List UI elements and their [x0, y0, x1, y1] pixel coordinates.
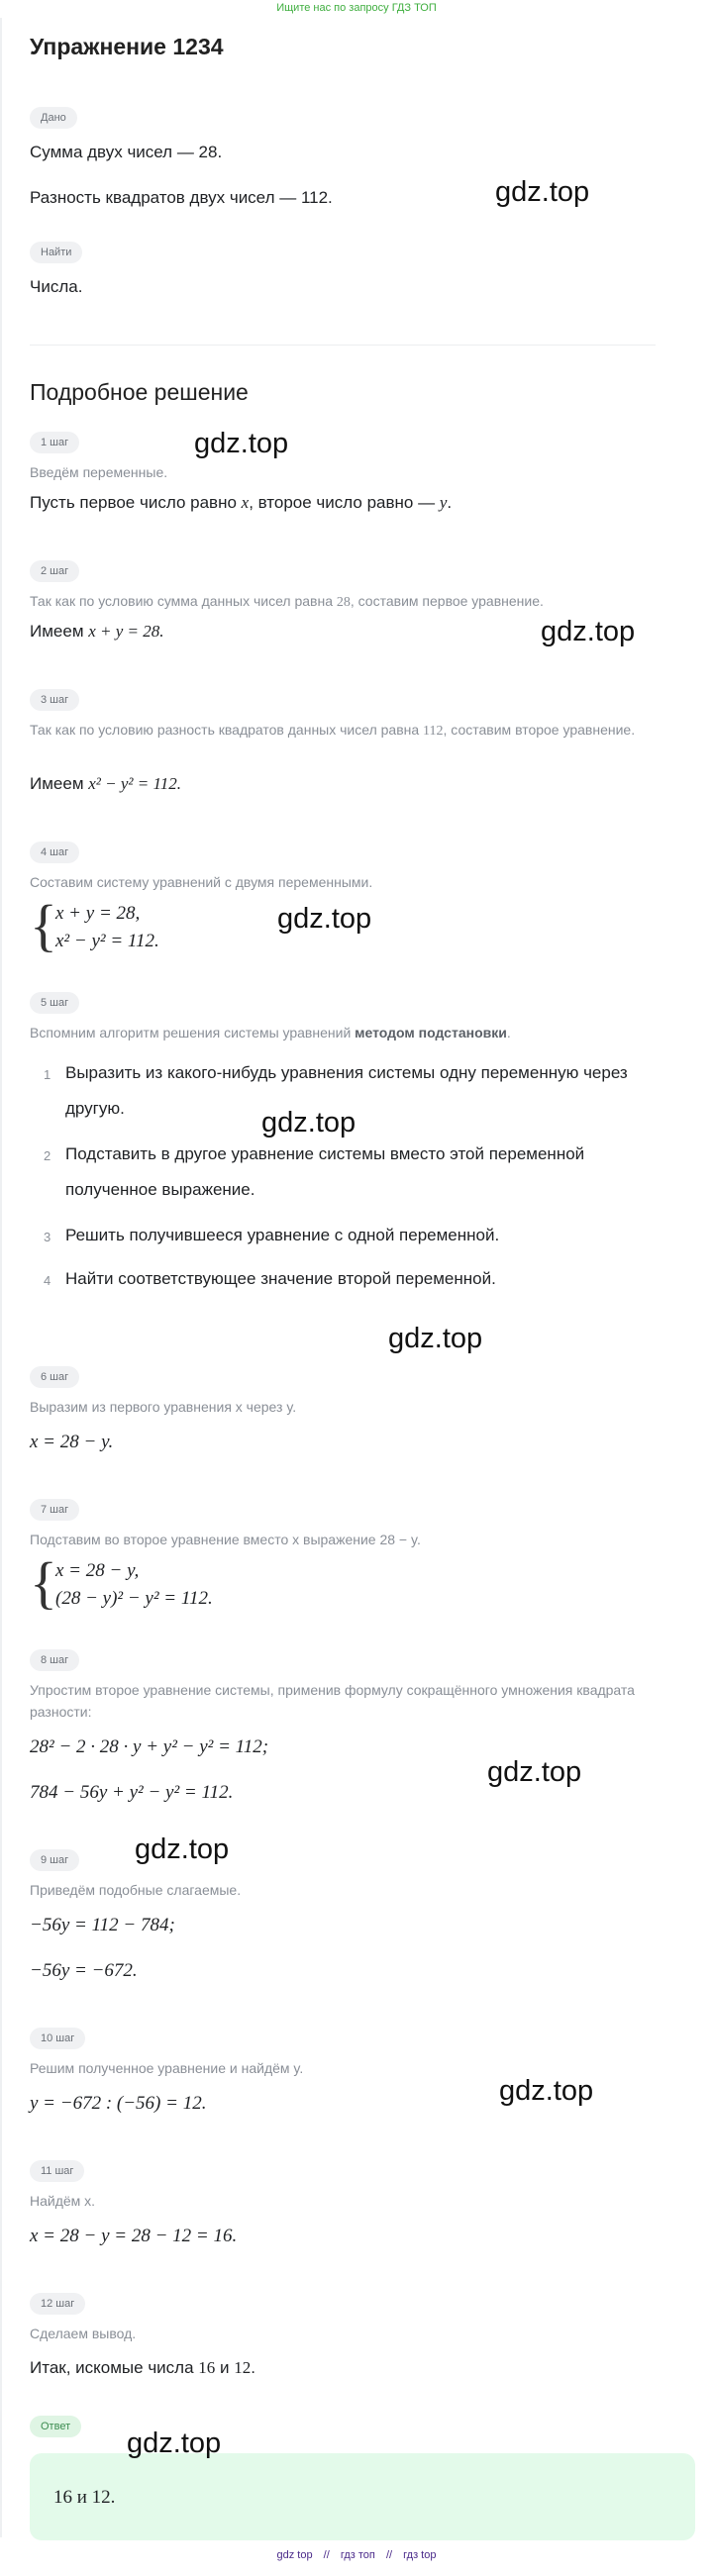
given-line-1: Сумма двух чисел — 28.	[30, 143, 223, 161]
step-6-label: 6 шаг	[30, 1366, 79, 1388]
step-8-formula-2: 784 − 56y + y² − y² = 112.	[30, 1782, 234, 1803]
step-8-note: Упростим второе уравнение системы, применив формулу сокращённого умножения квадрата разности:	[30, 1682, 635, 1720]
algo-item-2: Подставить в другое уравнение системы вместо этой переменной полученное выражение.	[65, 1144, 585, 1199]
watermark: gdz.top	[487, 1756, 582, 1788]
step-12-label: 12 шаг	[30, 2293, 85, 2315]
step-3-label: 3 шаг	[30, 689, 79, 711]
watermark: gdz.top	[135, 1833, 230, 1865]
step-1-label: 1 шаг	[30, 432, 79, 453]
footer-sep-1: //	[323, 2549, 330, 2561]
step-8-formula-1: 28² − 2 · 28 · y + y² − y² = 112;	[30, 1736, 269, 1757]
step-10-note: Решим полученное уравнение и найдём y.	[30, 2060, 304, 2076]
page-title: Упражнение 1234	[30, 34, 224, 59]
step-9-formula-2: −56y = −672.	[30, 1960, 138, 1981]
given-label: Дано	[30, 107, 77, 129]
find-label: Найти	[30, 242, 82, 263]
find-text: Числа.	[30, 277, 83, 296]
footer-links	[0, 2549, 713, 2561]
step-5-label: 5 шаг	[30, 992, 79, 1014]
step-6-formula: x = 28 − y.	[30, 1432, 114, 1452]
watermark: gdz.top	[541, 616, 636, 647]
step-12-note: Сделаем вывод.	[30, 2326, 137, 2341]
footer-link-1[interactable]: gdz top	[276, 2549, 313, 2561]
algo-num-4: 4	[44, 1273, 51, 1288]
step-2-text: Имеем x + y = 28.	[30, 622, 164, 641]
algo-item-3: Решить получившееся уравнение с одной переменной.	[65, 1226, 500, 1244]
algo-item-1: Выразить из какого-нибудь уравнения системы одну переменную через другую.	[65, 1063, 628, 1118]
watermark: gdz.top	[194, 428, 289, 459]
step-9-label: 9 шаг	[30, 1849, 79, 1871]
footer-link-3[interactable]: гдз top	[403, 2549, 437, 2561]
step-7-note: Подставим во второе уравнение вместо x выражение 28 − y.	[30, 1532, 421, 1547]
step-2-note: Так как по условию сумма данных чисел равна 28, составим первое уравнение.	[30, 593, 544, 610]
step-6-note: Выразим из первого уравнения x через y.	[30, 1399, 297, 1415]
step-10-label: 10 шаг	[30, 2028, 85, 2049]
step-8-label: 8 шаг	[30, 1649, 79, 1671]
step-12-text: Итак, искомые числа 16 и 12.	[30, 2358, 255, 2377]
watermark: gdz.top	[261, 1107, 356, 1139]
given-line-2: Разность квадратов двух чисел — 112.	[30, 188, 333, 207]
watermark: gdz.top	[127, 2427, 222, 2459]
algo-num-2: 2	[44, 1148, 51, 1163]
watermark: gdz.top	[495, 176, 590, 208]
step-1-text: Пусть первое число равно x, второе число равно — y.	[30, 493, 453, 512]
step-10-formula: y = −672 : (−56) = 12.	[30, 2093, 207, 2114]
step-7-label: 7 шаг	[30, 1499, 79, 1521]
step-9-formula-1: −56y = 112 − 784;	[30, 1915, 175, 1935]
solution-title: Подробное решение	[30, 379, 249, 405]
step-3-text: Имеем x² − y² = 112.	[30, 774, 181, 793]
watermark: gdz.top	[388, 1323, 483, 1354]
footer-link-2[interactable]: гдз топ	[340, 2549, 375, 2561]
algo-num-1: 1	[44, 1067, 51, 1082]
section-divider	[30, 345, 656, 346]
step-4-note: Составим систему уравнений с двумя переменными.	[30, 874, 373, 890]
watermark: gdz.top	[499, 2075, 594, 2107]
watermark: gdz.top	[277, 903, 372, 935]
top-banner[interactable]: Ищите нас по запросу ГДЗ ТОП	[276, 2, 437, 14]
footer-sep-2: //	[385, 2549, 393, 2561]
step-2-label: 2 шаг	[30, 560, 79, 582]
answer-label: Ответ	[30, 2416, 81, 2437]
algo-num-3: 3	[44, 1230, 51, 1244]
answer-box	[30, 2453, 695, 2540]
step-9-note: Приведём подобные слагаемые.	[30, 1882, 242, 1898]
step-5-note: Вспомним алгоритм решения системы уравнений методом подстановки.	[30, 1025, 511, 1040]
answer-text: 16 и 12.	[53, 2487, 116, 2508]
step-3-note: Так как по условию разность квадратов данных чисел равна 112, составим второе уравнение.	[30, 722, 636, 739]
solution-card: Упражнение 1234 Дано Сумма двух чисел — 28. Разность квадратов двух чисел — 112. Найти Числа. Подробное решение 1 шаг Введём переменные. Пусть первое число равно x, второе число равно — y. 2 шаг Так как по условию сумма данных чисел равна 28, составим первое уравнение. Имеем x + y = 28. 3 шаг Так как по условию разность квадратов данных чисел равна 112, составим второе уравнение. Имеем x² − y² = 112. 4 шаг Составим систему уравнений с двумя переменными. { x + y = 28, x² − y² = 112. 5 шаг Вспомним алгоритм решения системы уравнений методом подстановки. 1 Выразить из какого-нибудь уравнения системы одну переменную через другую. 2 Подставить в другое уравнение системы вместо этой переменной полученное выражение. 3 Решить получившееся уравнение с одной переменной. 4 Найти соответствующее значение второй переменной. 6 шаг Выразим из первого уравнения x через y. x = 28 − y. 7 шаг Подставим во второе уравнение вместо x выражение 28 − y. { x = 28 − y, (28 − y)² − y² = 112. 8 шаг Упростим второе уравнение системы, применив формулу сокращённого умножения квадрата разности: 28² − 2 · 28 · y + y² − y² = 112; 784 − 56y + y² − y² = 112. 9 шаг Приведём подобные слагаемые. −56y = 112 − 784; −56y = −672. 10 шаг Решим полученное уравнение и найдём y. y = −672 : (−56) = 12. 11 шаг Найдём x. x = 28 − y = 28 − 12 = 16. 12 шаг Сделаем вывод. Итак, искомые числа 16 и 12. Ответ 16 и 12.	[2, 18, 711, 2540]
step-4-label: 4 шаг	[30, 842, 79, 863]
step-1-note: Введём переменные.	[30, 464, 168, 480]
step-11-formula: x = 28 − y = 28 − 12 = 16.	[30, 2226, 238, 2246]
step-11-label: 11 шаг	[30, 2160, 84, 2182]
step-11-note: Найдём x.	[30, 2193, 96, 2209]
algo-item-4: Найти соответствующее значение второй переменной.	[65, 1269, 496, 1288]
